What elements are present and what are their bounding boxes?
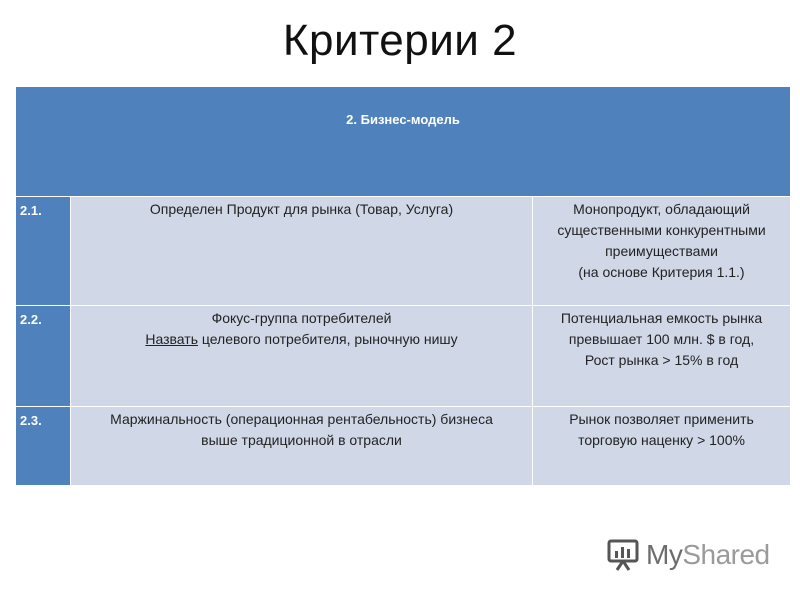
criterion-text: Определен Продукт для рынка (Товар, Услуга) <box>149 201 454 217</box>
requirement-text: существенными конкурентными <box>557 222 766 238</box>
requirement-text: Рост рынка > 15% в год <box>584 352 739 368</box>
logo-text <box>646 539 770 571</box>
requirement-text: Рынок позволяет применить <box>569 411 754 427</box>
table-row <box>16 197 791 306</box>
criterion-cell <box>71 407 533 486</box>
table-row <box>16 407 791 486</box>
requirement-text: Монопродукт, обладающий <box>573 201 750 217</box>
criterion-text <box>75 329 528 350</box>
logo-text-my: My <box>646 539 683 570</box>
requirement-text: Потенциальная емкость рынка <box>560 310 763 326</box>
requirement-text: превышает 100 млн. $ в год, <box>568 331 755 347</box>
requirement-text: (на основе Критерия 1.1.) <box>578 264 745 280</box>
criterion-link[interactable]: Назвать <box>145 331 198 347</box>
table-header: 2. Бизнес-модель <box>16 87 791 197</box>
requirement-cell <box>533 407 791 486</box>
row-number: 2.2. <box>16 306 71 407</box>
requirement-cell <box>533 306 791 407</box>
requirement-text: преимуществами <box>605 243 718 259</box>
table-header-row <box>16 87 791 197</box>
row-number: 2.3. <box>16 407 71 486</box>
criterion-text-rest: целевого потребителя, рыночную нишу <box>197 331 458 347</box>
myshared-logo <box>606 537 770 573</box>
criterion-cell <box>71 306 533 407</box>
criterion-text: Фокус-группа потребителей <box>211 310 392 326</box>
presentation-board-icon <box>606 538 640 572</box>
criterion-text: выше традиционной в отрасли <box>201 432 402 448</box>
criterion-cell <box>71 197 533 306</box>
criterion-text: Маржинальность (операционная рентабельность) бизнеса <box>110 411 493 427</box>
criteria-table <box>15 86 791 486</box>
row-number: 2.1. <box>16 197 71 306</box>
requirement-text: торговую наценку > 100% <box>578 432 745 448</box>
slide-title: Критерии 2 <box>282 16 518 65</box>
table-row <box>16 306 791 407</box>
logo-text-shared: Shared <box>682 539 770 570</box>
requirement-cell <box>533 197 791 306</box>
